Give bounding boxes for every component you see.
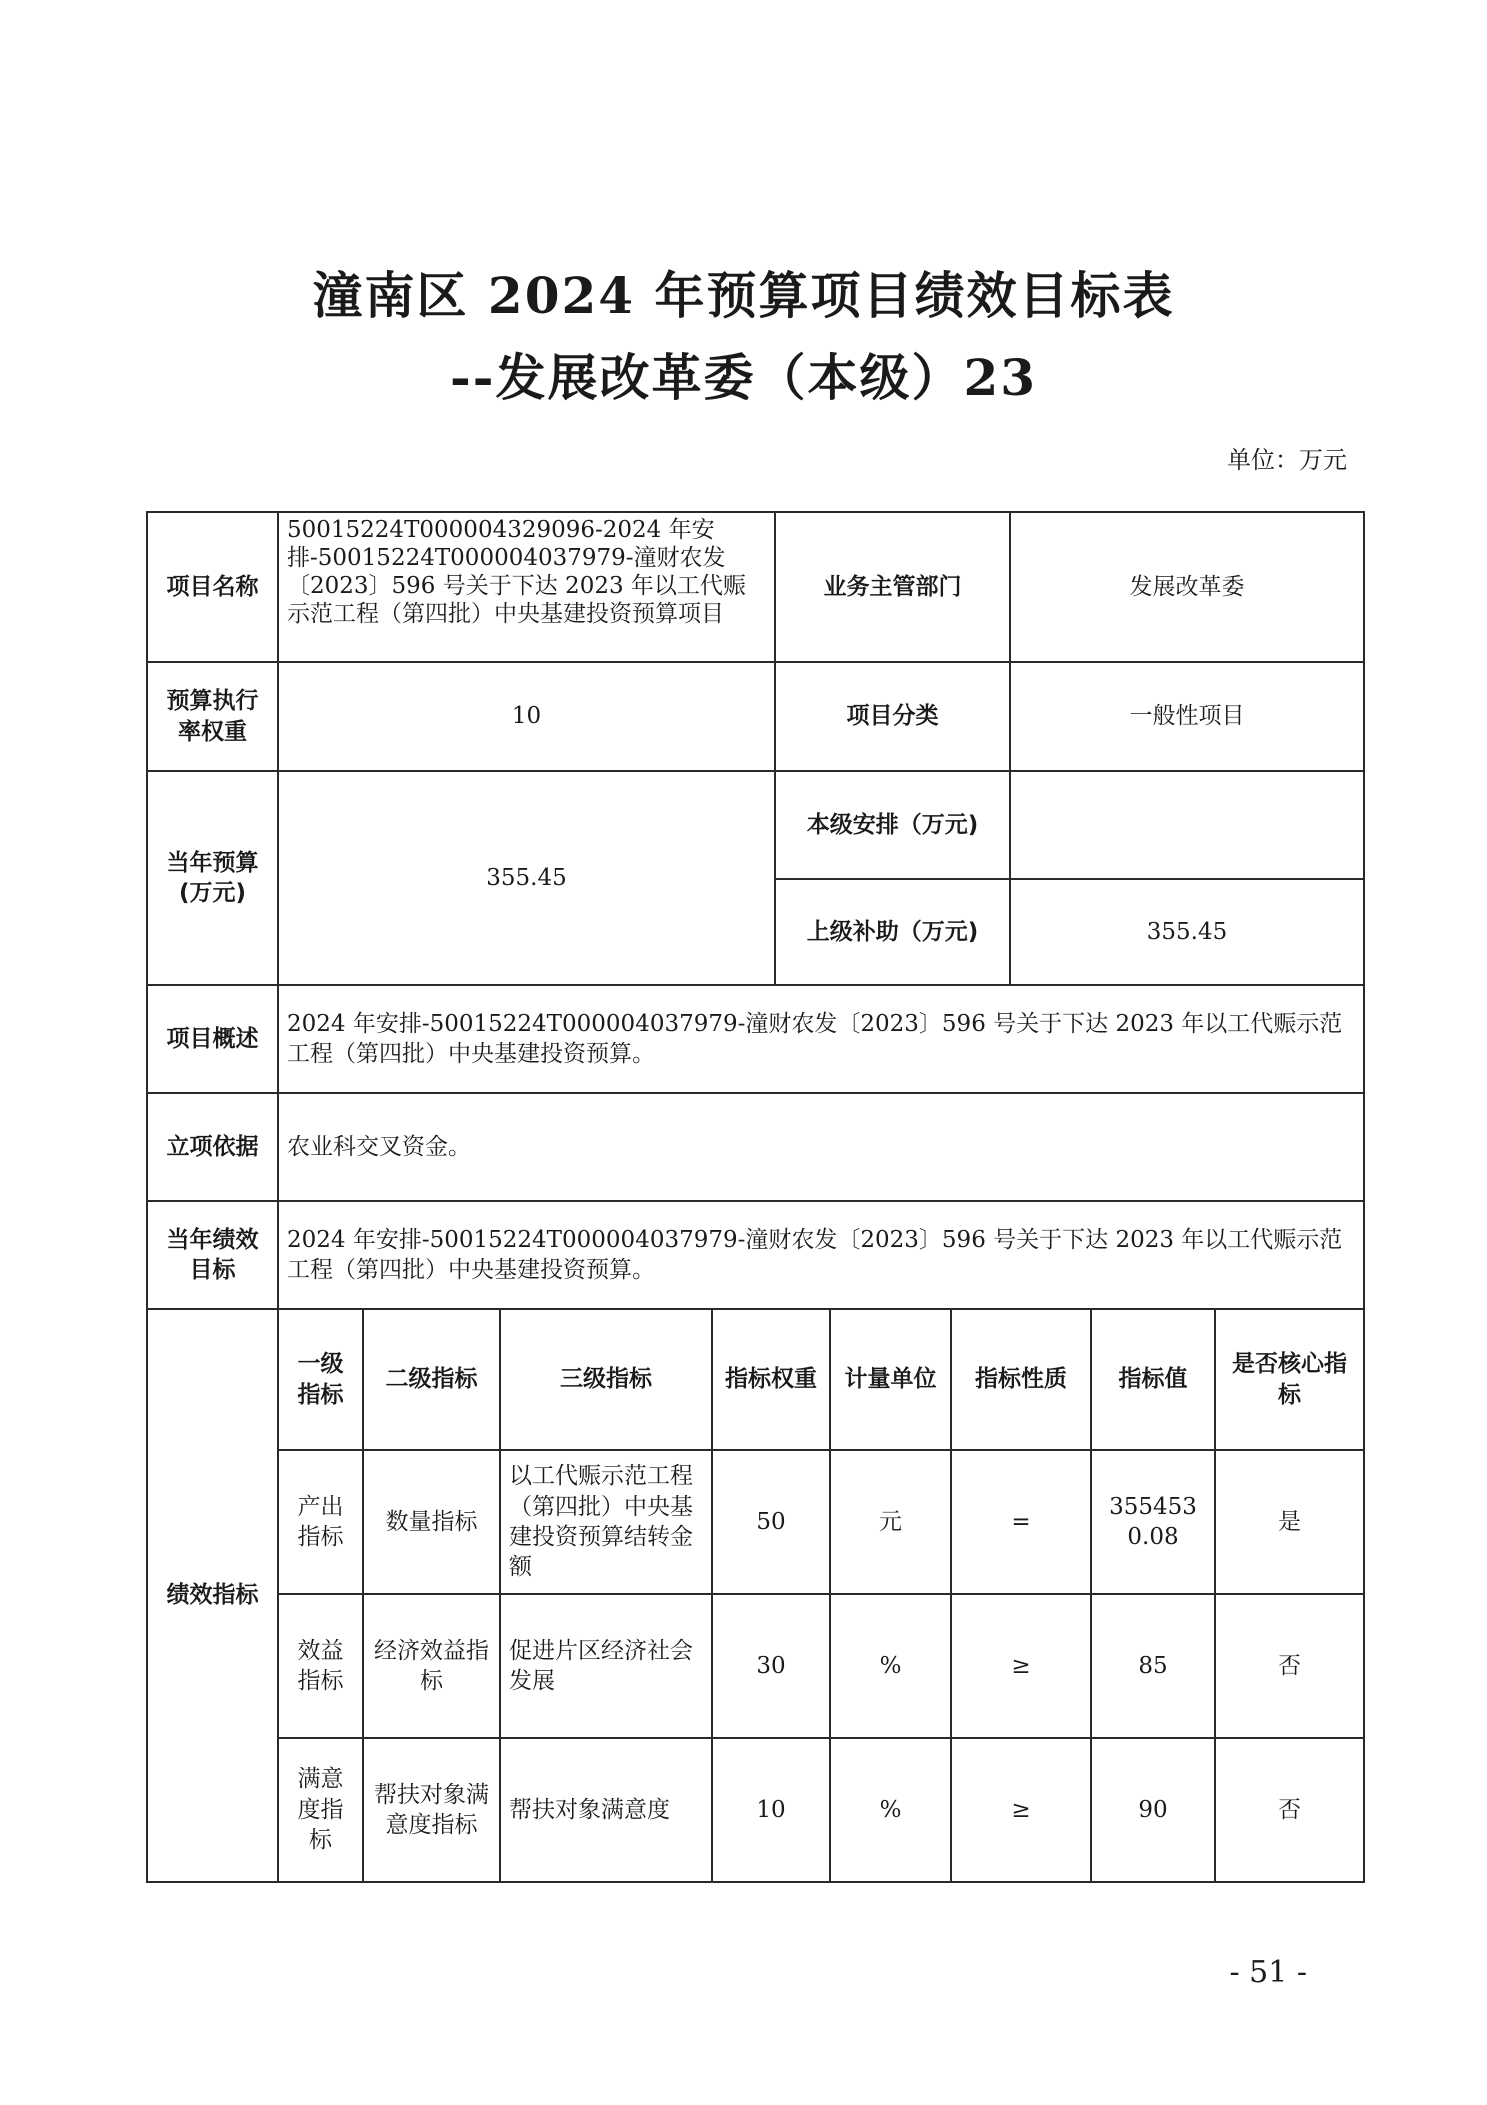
basis-label: 立项依据 xyxy=(146,1092,279,1202)
indicator-row-1-weight: 50 xyxy=(711,1449,831,1595)
dept-value: 发展改革委 xyxy=(1009,511,1365,663)
indicator-row-3-unit: % xyxy=(829,1737,952,1883)
indicator-row-3-core: 否 xyxy=(1214,1737,1365,1883)
header-level3: 三级指标 xyxy=(499,1308,713,1451)
header-weight: 指标权重 xyxy=(711,1308,831,1451)
indicator-row-3-level3: 帮扶对象满意度 xyxy=(499,1737,713,1883)
indicator-row-3-value: 90 xyxy=(1090,1737,1216,1883)
page-number: - 51 - xyxy=(1229,1955,1307,1990)
project-name-label: 项目名称 xyxy=(146,511,279,663)
indicator-row-2-weight: 30 xyxy=(711,1593,831,1739)
indicator-row-1-value: 3554530.08 xyxy=(1090,1449,1216,1595)
header-level2: 二级指标 xyxy=(362,1308,501,1451)
category-value: 一般性项目 xyxy=(1009,661,1365,772)
local-value xyxy=(1009,770,1365,880)
header-value: 指标值 xyxy=(1090,1308,1216,1451)
indicator-row-2-nature: ≥ xyxy=(950,1593,1092,1739)
superior-label: 上级补助（万元) xyxy=(774,878,1011,986)
indicator-row-1-core: 是 xyxy=(1214,1449,1365,1595)
indicator-row-3-nature: ≥ xyxy=(950,1737,1092,1883)
basis-value: 农业科交叉资金。 xyxy=(277,1092,1365,1202)
indicators-label: 绩效指标 xyxy=(146,1308,279,1883)
overview-label: 项目概述 xyxy=(146,984,279,1094)
header-level1: 一级指标 xyxy=(277,1308,364,1451)
indicator-row-3-weight: 10 xyxy=(711,1737,831,1883)
header-core: 是否核心指标 xyxy=(1214,1308,1365,1451)
indicator-row-2-level3: 促进片区经济社会发展 xyxy=(499,1593,713,1739)
page-subtitle: --发展改革委（本级）23 xyxy=(449,348,1038,407)
indicator-row-2-value: 85 xyxy=(1090,1593,1216,1739)
page-title: 潼南区 2024 年预算项目绩效目标表 xyxy=(312,266,1175,325)
goal-label: 当年绩效目标 xyxy=(146,1200,279,1310)
header-unit: 计量单位 xyxy=(829,1308,952,1451)
indicator-row-1-level3: 以工代赈示范工程（第四批）中央基建投资预算结转金额 xyxy=(499,1449,713,1595)
indicator-row-2-level2: 经济效益指标 xyxy=(362,1593,501,1739)
project-name-value: 50015224T000004329096-2024 年安排-50015224T000004037979-潼财农发〔2023〕596 号关于下达 2023 年以工代赈示范工程（第四批）中央基建投资预算项目 xyxy=(277,511,776,663)
indicator-row-1-level2: 数量指标 xyxy=(362,1449,501,1595)
budget-value: 355.45 xyxy=(277,770,776,986)
indicator-row-1-nature: = xyxy=(950,1449,1092,1595)
header-nature: 指标性质 xyxy=(950,1308,1092,1451)
overview-value: 2024 年安排-50015224T000004037979-潼财农发〔2023〕596 号关于下达 2023 年以工代赈示范工程（第四批）中央基建投资预算。 xyxy=(277,984,1365,1094)
indicator-row-2-core: 否 xyxy=(1214,1593,1365,1739)
superior-value: 355.45 xyxy=(1009,878,1365,986)
exec-weight-value: 10 xyxy=(277,661,776,772)
indicator-row-3-level1: 满意度指标 xyxy=(277,1737,364,1883)
exec-weight-label: 预算执行率权重 xyxy=(146,661,279,772)
category-label: 项目分类 xyxy=(774,661,1011,772)
local-label: 本级安排（万元) xyxy=(774,770,1011,880)
indicator-row-2-level1: 效益指标 xyxy=(277,1593,364,1739)
indicator-row-1-unit: 元 xyxy=(829,1449,952,1595)
indicator-row-2-unit: % xyxy=(829,1593,952,1739)
unit-label: 单位：万元 xyxy=(1227,446,1347,474)
goal-value: 2024 年安排-50015224T000004037979-潼财农发〔2023〕596 号关于下达 2023 年以工代赈示范工程（第四批）中央基建投资预算。 xyxy=(277,1200,1365,1310)
indicator-row-1-level1: 产出指标 xyxy=(277,1449,364,1595)
dept-label: 业务主管部门 xyxy=(774,511,1011,663)
budget-label: 当年预算(万元) xyxy=(146,770,279,986)
indicator-row-3-level2: 帮扶对象满意度指标 xyxy=(362,1737,501,1883)
